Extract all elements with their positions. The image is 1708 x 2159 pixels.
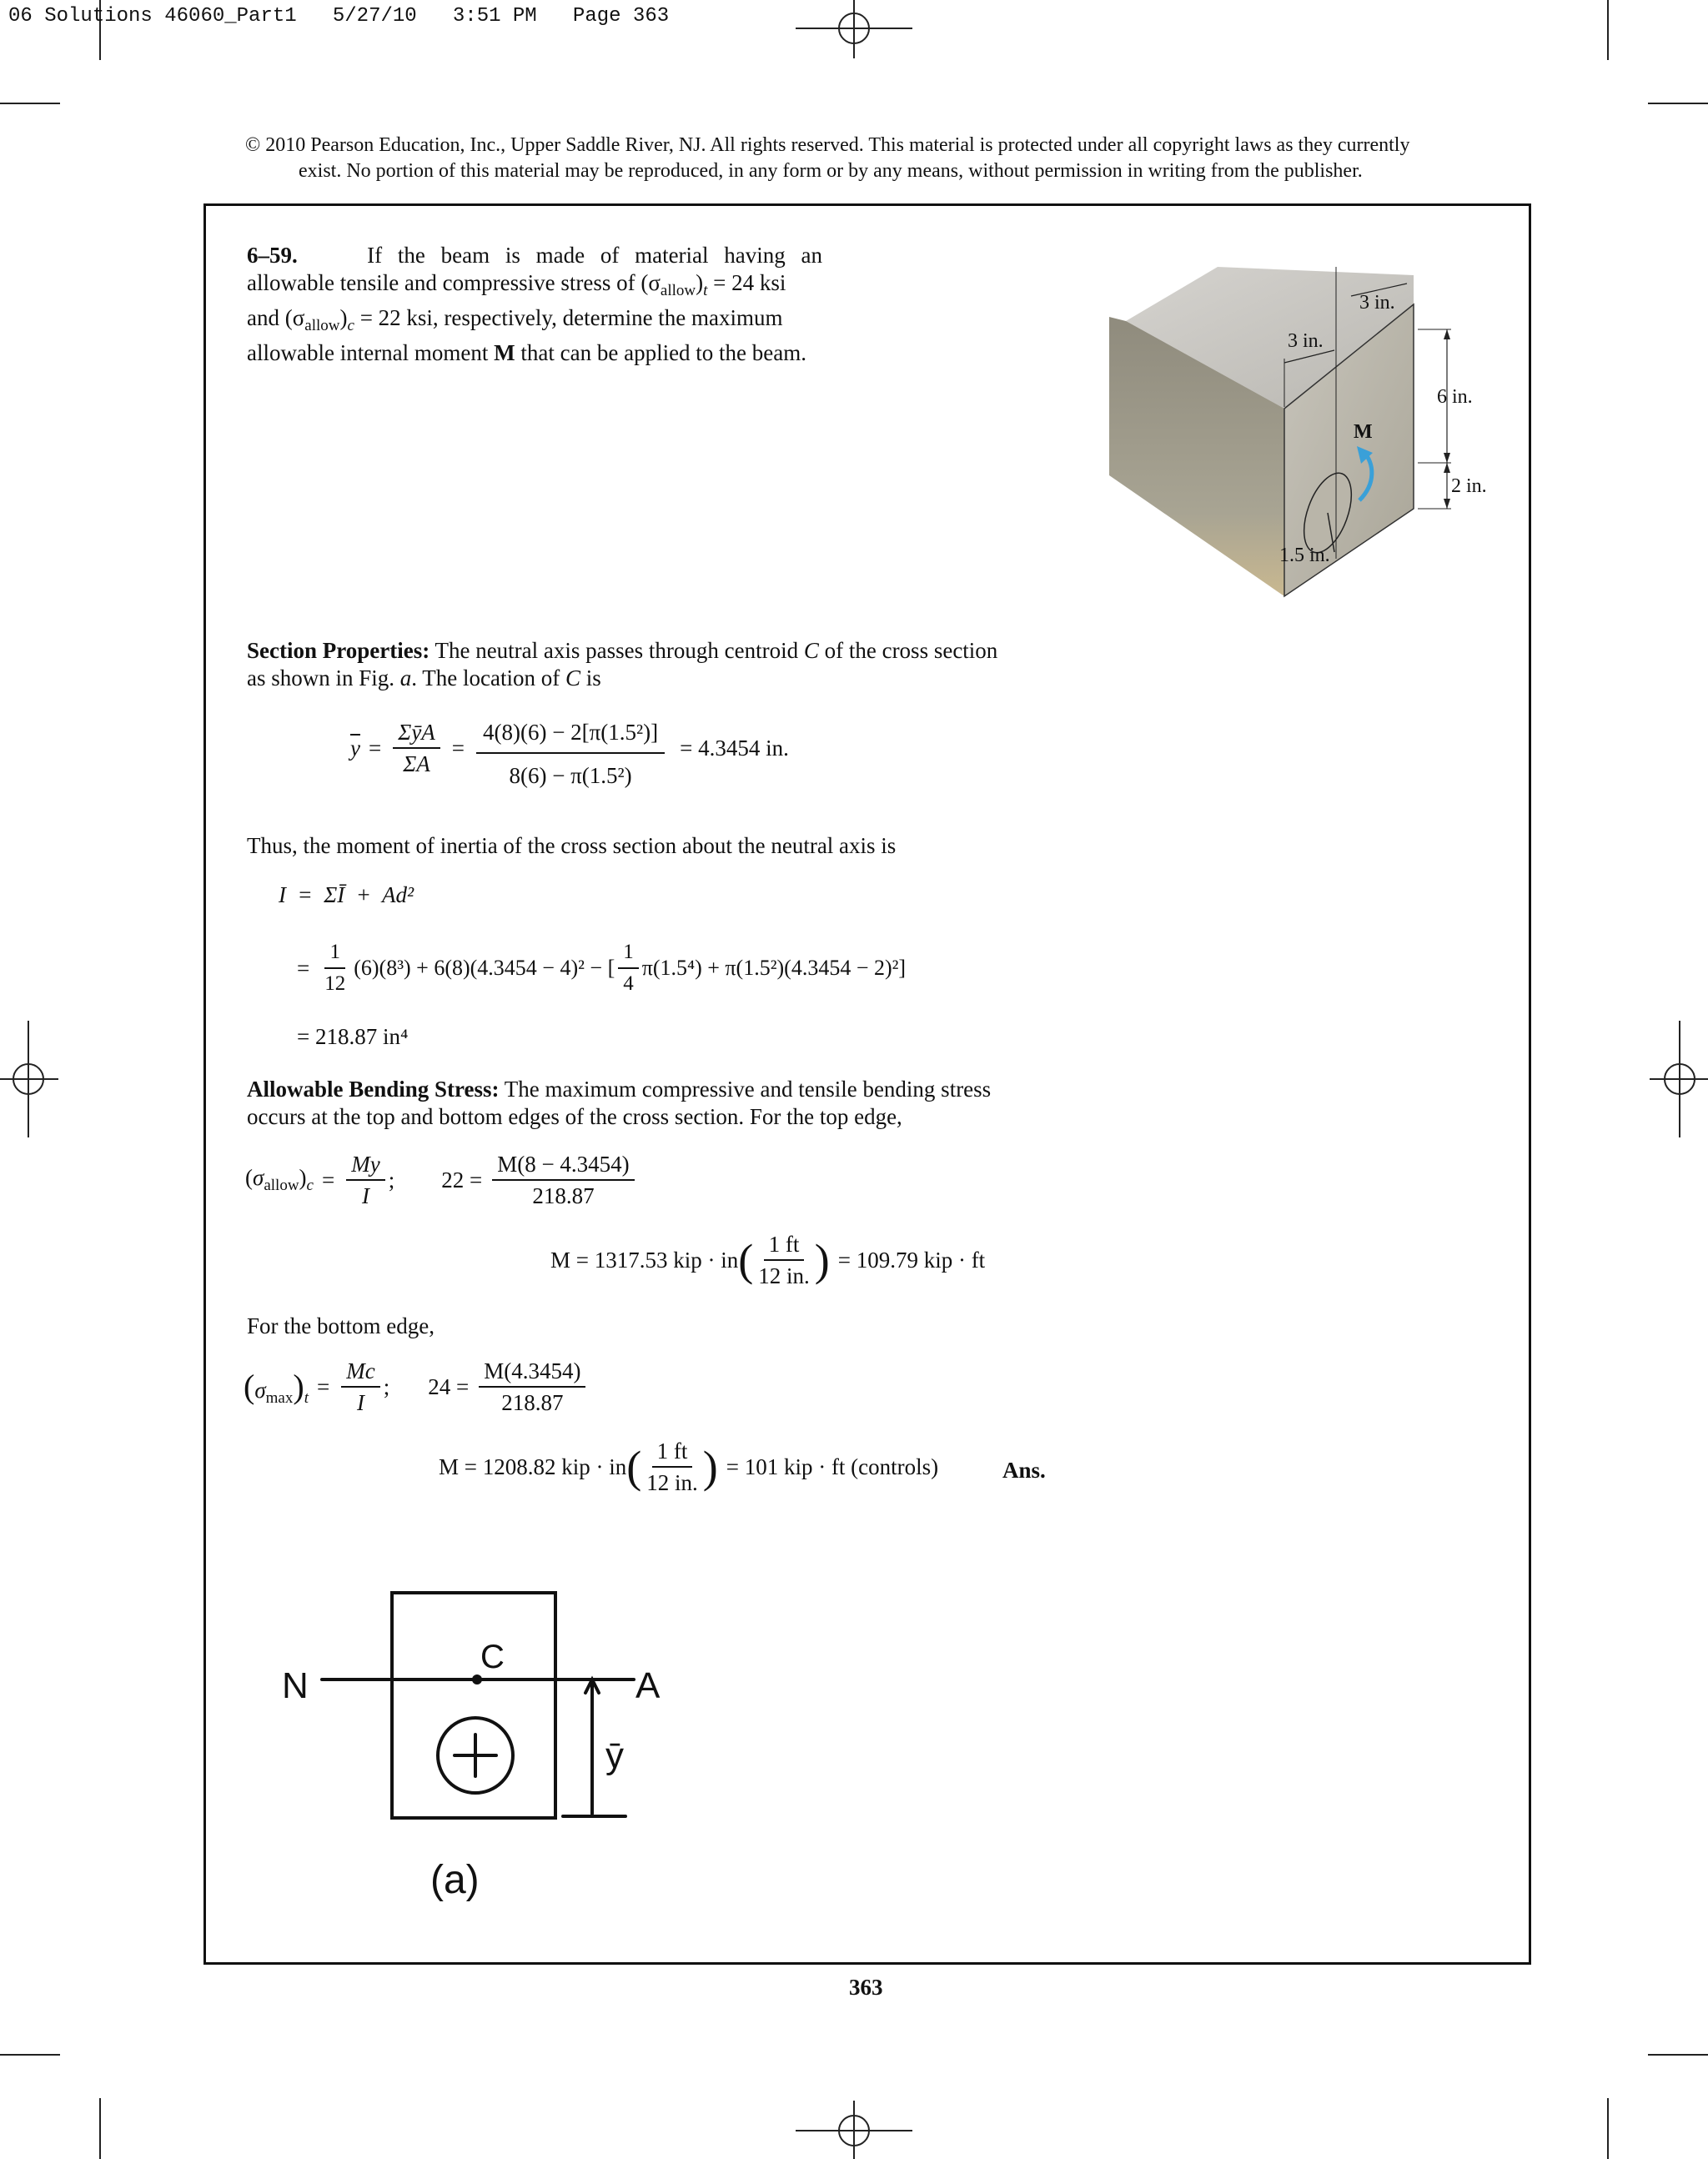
section-properties-paragraph: Section Properties: The neutral axis passes through centroid C of the cross section as shown in Fig. a. The location of C is [247,638,998,690]
print-slug: 06 Solutions 46060_Part1 5/27/10 3:51 PM Page 363 [8,5,670,28]
sigma-allow-c: $(\sigma_{allow})_c$ [245,1165,314,1194]
problem-line-3: and $(\sigma_{allow})_c = 22$ ksi, respectively, determine the maximum [247,305,783,334]
sketch-section-outline [392,1593,555,1818]
page-number: 363 [849,1975,883,2000]
copyright-line-2: exist. No portion of this material may be reproduced, in any form or by any means, without permission in writing from the publisher. [299,160,1363,182]
thus-text: Thus, the moment of inertia of the cross section about the neutral axis is [247,833,897,858]
sketch-label-C: C [480,1639,505,1675]
allowable-paragraph: Allowable Bending Stress: The maximum compressive and tensile bending stress occurs at the top and bottom edges of the cross section. For the top edge, [247,1077,992,1129]
dim-3in-top: 3 in. [1359,292,1395,314]
equation-top-edge: $(\sigma_{allow})_c$ = $\frac{My}{I}$ ; 22 = $\frac{M(8 - 4.3454)}{218.87}$ [245,1151,638,1209]
dim-1-5in: 1.5 in. [1279,545,1330,566]
ybar-symbol: $\overline{y}$ [350,735,360,761]
sigma-max-t: $(\sigma_{max})_t$ [244,1367,309,1407]
beam-figure [1109,259,1510,609]
sketch-label-A: A [635,1665,661,1706]
sketch-label-N: N [282,1665,309,1706]
sketch-label-ybar: ȳ [605,1735,624,1776]
equation-bottom-moment: M = 1208.82 kip · in ( $\frac{1 ft}{12 in.}$ ) = 101 kip · ft (controls) [439,1438,939,1495]
problem-number: 6–59. [247,243,298,268]
problem-line-1: If the beam is made of material having an [367,243,822,268]
equation-bottom-edge: $(\sigma_{max})_t$ = $\frac{Mc}{I}$ ; 24 = $\frac{M(4.3454)}{218.87}$ [244,1358,589,1416]
dim-3in-left: 3 in. [1288,330,1324,352]
problem-statement [247,242,822,367]
copyright-line-1: © 2010 Pearson Education, Inc., Upper Saddle River, NJ. All rights reserved. This material is protected under all copyright laws as they currently [245,134,1410,156]
answer-label: Ans. [1002,1458,1046,1483]
equation-ybar: $\overline{y}$ = $\frac{\text{ΣȳA}}{\Sigma A}$ = $\frac{\text{4(8)(6) − 2[π(1.5²)]}}{\text{8(6) − π(1.5²)}}$ = 4.3454 in. [350,707,789,789]
cross-section-sketch [275,1576,692,1926]
sketch-centroid-dot [472,1674,482,1685]
inertia-result: = 218.87 in⁴ [297,1024,409,1049]
problem-line-4: allowable internal moment M that can be applied to the beam. [247,340,807,365]
equation-top-moment: M = 1317.53 kip · in ( $\frac{1 ft}{12 in.}$ ) = 109.79 kip · ft [550,1232,986,1288]
moment-label: M [1354,421,1373,443]
inertia-line-2: = $\frac{1}{12}$ (6)(8³) + 6(8)(4.3454 − 4)² − [ $\frac{1}{4}$ π(1.5⁴) + π(1.5²)(4.3454 − 2)²] [297,941,907,995]
dim-6in: 6 in. [1437,386,1473,408]
dim-2in: 2 in. [1451,475,1487,497]
bottom-edge-text: For the bottom edge, [247,1313,435,1338]
inertia-line-1: I = ΣĪ + Ad² [279,882,414,907]
sketch-caption: (a) [430,1858,480,1902]
problem-line-2: allowable tensile and compressive stress of $(\sigma_{allow})_t = 24$ ksi [247,270,786,299]
